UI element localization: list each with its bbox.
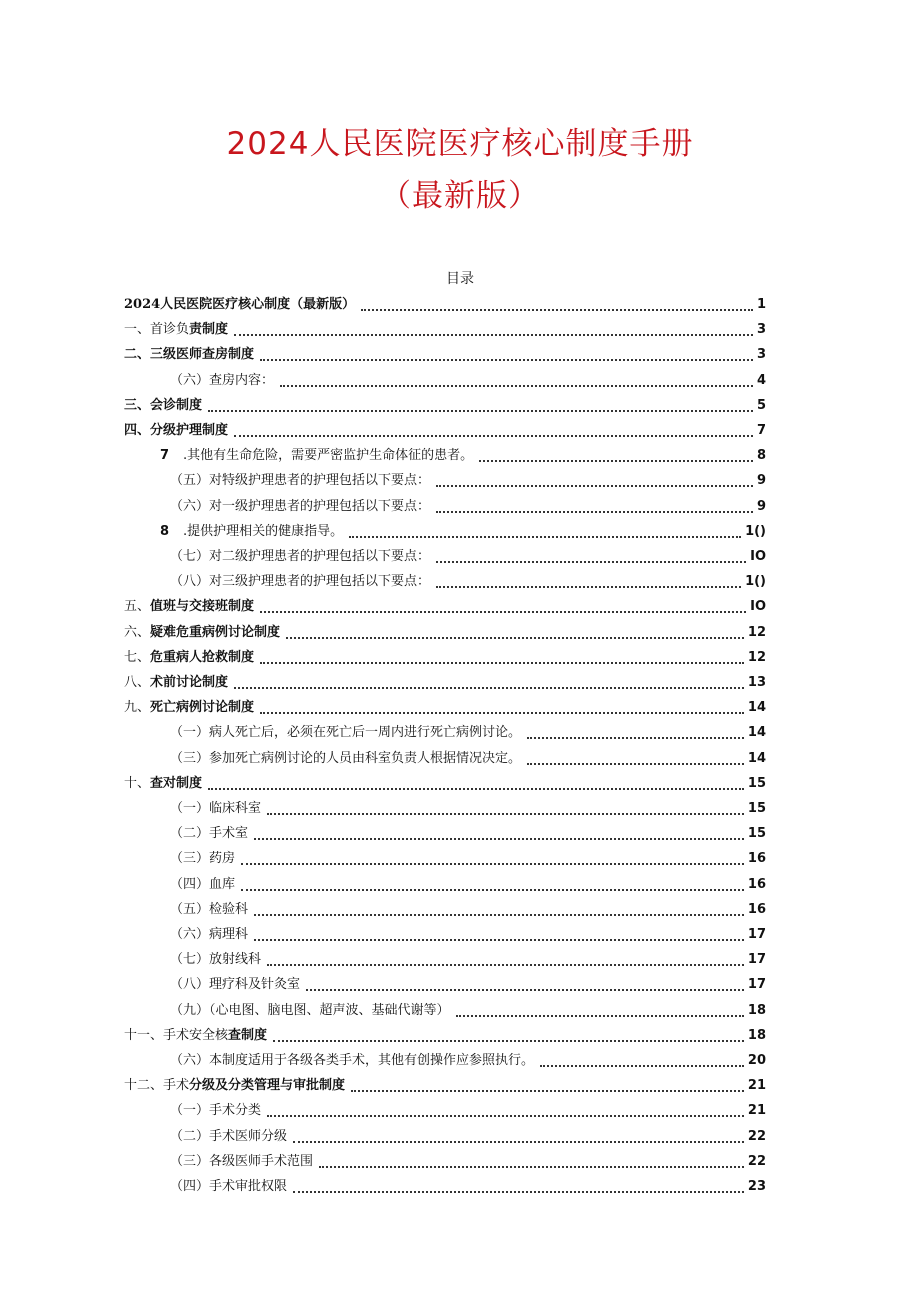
toc-entry-title <box>124 624 280 642</box>
toc-entry-text: （五）检验科 <box>170 901 249 917</box>
toc-entry-text: （九）（心电图、脑电图、超声波、基础代谢等） <box>170 1002 450 1018</box>
toc-entry-text: 八、 <box>124 675 151 690</box>
toc-entry-title <box>170 926 248 944</box>
toc-entry-number: 8 <box>160 523 170 539</box>
toc-page-number: 22 <box>747 1153 766 1169</box>
toc-leader-dots <box>436 507 753 513</box>
toc-leader-dots <box>260 355 753 361</box>
toc-page-number: 9 <box>756 498 766 514</box>
toc-leader-dots <box>286 633 744 639</box>
toc-entry[interactable] <box>170 821 766 843</box>
toc-entry-text-bold: 四、分级护理制度 <box>124 423 229 438</box>
toc-page-number: 12 <box>747 624 766 640</box>
toc-entry-text-bold: 二、三级医师查房制度 <box>124 347 255 363</box>
toc-entry-text-bold: 值班与交接班制度 <box>150 599 255 615</box>
toc-page-number: 1 <box>756 297 766 312</box>
toc-entry-text: （一）临床科室 <box>170 801 262 816</box>
toc-entry-text: （八）理疗科及针灸室 <box>170 977 301 993</box>
toc-page-number: 21 <box>747 1103 766 1119</box>
toc-leader-dots <box>208 406 753 412</box>
toc-entry-title <box>124 598 254 616</box>
toc-entry[interactable] <box>160 443 766 465</box>
toc-page-number: 13 <box>747 675 766 690</box>
toc-page-number: 22 <box>747 1128 766 1144</box>
toc-page-number: 9 <box>756 473 766 489</box>
toc-page-number: 15 <box>747 775 766 791</box>
toc-page-number: IO <box>750 599 766 615</box>
toc-entry-title <box>170 825 248 843</box>
toc-entry[interactable] <box>124 418 766 440</box>
toc-page-number: 3 <box>756 322 766 338</box>
toc-leader-dots <box>540 1061 744 1067</box>
toc-entry[interactable] <box>170 1124 766 1146</box>
toc-entry-title <box>124 346 254 364</box>
toc-entry-number: 7 <box>160 448 170 464</box>
toc-leader-dots <box>260 708 744 714</box>
toc-entry[interactable] <box>160 519 766 541</box>
toc-entry[interactable] <box>124 594 766 616</box>
toc-page-number: 15 <box>747 801 766 816</box>
toc-page-number: 7 <box>756 423 766 438</box>
toc-heading: 目录 <box>446 271 474 287</box>
toc-entry-text: 十、 <box>124 775 151 791</box>
toc-entry-title <box>170 573 430 591</box>
toc-page-number: 14 <box>747 725 766 741</box>
toc-entry-text-bold: 术前讨论制度 <box>150 675 229 690</box>
toc-entry-text: 七、 <box>124 649 151 665</box>
toc-entry-text: （六）查房内容： <box>170 372 275 388</box>
toc-entry[interactable] <box>170 1174 766 1196</box>
toc-entry[interactable] <box>124 393 766 415</box>
document-title: 2024人民医院医疗核心制度手册 <box>226 126 694 162</box>
toc-page-number: IO <box>750 549 766 564</box>
toc-leader-dots <box>527 733 744 739</box>
toc-entry-title <box>124 1077 345 1095</box>
toc-entry[interactable] <box>124 1073 766 1095</box>
toc-leader-dots <box>234 431 753 437</box>
toc-entry[interactable] <box>170 872 766 894</box>
toc-entry-title <box>170 876 235 894</box>
toc-entry[interactable] <box>170 922 766 944</box>
toc-entry-title <box>170 1052 534 1070</box>
toc-entry[interactable] <box>170 468 766 490</box>
toc-entry[interactable] <box>124 317 766 339</box>
toc-leader-dots <box>234 330 753 336</box>
toc-page-number: 14 <box>747 700 766 716</box>
toc-entry-text: （七）放射线科 <box>170 952 262 968</box>
document-subtitle: （最新版） <box>380 178 540 214</box>
toc-page-number: 20 <box>747 1053 766 1068</box>
toc-entry-title <box>124 674 228 692</box>
toc-entry[interactable] <box>170 368 766 390</box>
toc-entry[interactable] <box>170 1149 766 1171</box>
toc-entry-title <box>124 321 228 339</box>
toc-entry-title <box>170 901 248 919</box>
toc-leader-dots <box>351 1086 744 1092</box>
toc-entry-text: 五、 <box>124 599 151 615</box>
toc-entry[interactable] <box>170 796 766 818</box>
toc-entry[interactable] <box>124 620 766 642</box>
toc-entry-text: （三）药房 <box>170 851 236 867</box>
toc-entry-title <box>124 422 228 440</box>
toc-entry-title <box>170 951 261 969</box>
toc-entry-title <box>124 397 202 415</box>
toc-entry-text: （二）手术室 <box>170 826 249 842</box>
toc-entry-text: （六）病理科 <box>170 927 249 942</box>
toc-entry[interactable] <box>124 670 766 692</box>
toc-leader-dots <box>293 1137 744 1143</box>
toc-leader-dots <box>349 532 741 538</box>
toc-entry-title <box>170 472 430 490</box>
toc-entry[interactable] <box>170 494 766 516</box>
toc-page-number: 14 <box>747 750 766 766</box>
toc-page-number: 16 <box>747 876 766 892</box>
toc-entry-text: （一）病人死亡后，必须在死亡后一周内进行死亡病例讨论。 <box>170 725 522 741</box>
toc-entry-text-bold: 分级及分类管理与审批制度 <box>189 1078 346 1094</box>
toc-entry[interactable] <box>170 746 766 768</box>
toc-entry-title <box>170 750 521 768</box>
toc-entry-text: （一）手术分类 <box>170 1103 262 1119</box>
toc-entry[interactable] <box>124 771 766 793</box>
toc-entry-title <box>170 1128 287 1146</box>
toc-leader-dots <box>234 683 744 689</box>
toc-entry-text-bold: 查制度 <box>228 1027 268 1043</box>
toc-entry-text: .提供护理相关的健康指导。 <box>183 523 344 539</box>
toc-page-number: 21 <box>747 1078 766 1094</box>
toc-entry-title <box>124 775 202 793</box>
toc-entry-text-bold: 责制度 <box>189 322 229 338</box>
toc-leader-dots <box>280 381 753 387</box>
toc-page-number: 16 <box>747 901 766 917</box>
toc-entry-title <box>170 800 261 818</box>
toc-entry-title <box>124 296 355 314</box>
toc-entry-text: （七）对二级护理患者的护理包括以下要点： <box>170 549 431 564</box>
toc-leader-dots <box>527 759 744 765</box>
toc-entry-title <box>170 976 300 994</box>
toc-entry-text-bold: 危重病人抢救制度 <box>150 649 255 665</box>
toc-page-number: 18 <box>747 1002 766 1018</box>
toc-entry[interactable] <box>170 569 766 591</box>
toc-entry-text: 十二、手术 <box>124 1078 190 1094</box>
toc-leader-dots <box>436 481 753 487</box>
toc-entry-title <box>170 1153 313 1171</box>
toc-entry-title <box>170 1178 287 1196</box>
toc-entry[interactable] <box>170 998 766 1020</box>
toc-page-number: 17 <box>747 952 766 968</box>
toc-leader-dots <box>260 658 744 664</box>
toc-page-number: 17 <box>747 927 766 942</box>
toc-entry-text: 十一、手术安全核 <box>124 1027 229 1043</box>
toc-entry[interactable] <box>170 720 766 742</box>
toc-entry-title <box>124 1027 267 1045</box>
toc-page-number: 17 <box>747 977 766 993</box>
toc-entry-text: （六）对一级护理患者的护理包括以下要点： <box>170 498 431 514</box>
toc-page-number: 16 <box>747 851 766 867</box>
toc-entry-text: （四）手术审批权限 <box>170 1179 288 1194</box>
toc-page-number: 23 <box>747 1179 766 1194</box>
toc-entry-title <box>170 372 274 390</box>
toc-leader-dots <box>293 1187 744 1193</box>
toc-entry-text: 一、首诊负 <box>124 322 190 338</box>
toc-page-number: 1() <box>745 523 766 539</box>
toc-entry-text: （八）对三级护理患者的护理包括以下要点： <box>170 574 431 590</box>
toc-leader-dots <box>273 1036 744 1042</box>
toc-entry-text: .其他有生命危险，需要严密监护生命体征的患者。 <box>183 448 474 464</box>
toc-page-number: 5 <box>756 397 766 413</box>
toc-page-number: 4 <box>756 372 766 388</box>
toc-entry-title <box>170 1102 261 1120</box>
toc-entry-text: 六、 <box>124 624 151 640</box>
toc-leader-dots <box>241 885 744 891</box>
toc-entry[interactable] <box>170 544 766 566</box>
toc-entry[interactable] <box>170 947 766 969</box>
toc-entry-title <box>124 649 254 667</box>
toc-entry[interactable] <box>124 342 766 364</box>
toc-entry-text-bold: 疑难危重病例讨论制度 <box>150 624 281 640</box>
toc-entry-text: （四）血库 <box>170 876 236 892</box>
toc-page-number: 15 <box>747 826 766 842</box>
toc-leader-dots <box>267 960 744 966</box>
toc-entry[interactable] <box>170 1098 766 1120</box>
toc-entry-text: （三）各级医师手术范围 <box>170 1153 314 1169</box>
toc-leader-dots <box>267 809 744 815</box>
toc-leader-dots <box>479 456 753 462</box>
toc-leader-dots <box>254 910 744 916</box>
toc-entry[interactable] <box>124 645 766 667</box>
toc-entry-text-bold: 死亡病例讨论制度 <box>150 700 255 716</box>
toc-leader-dots <box>254 834 744 840</box>
toc-entry-title <box>170 548 430 566</box>
toc-entry[interactable] <box>124 1023 766 1045</box>
toc-entry-title <box>124 699 254 717</box>
toc-entry-text-bold: 2024人民医院医疗核心制度（最新版） <box>124 297 356 312</box>
toc-entry-text-bold: 三、会诊制度 <box>124 397 203 413</box>
toc-page-number: 18 <box>747 1027 766 1043</box>
toc-leader-dots <box>208 784 744 790</box>
toc-entry-title <box>160 523 343 541</box>
toc-leader-dots <box>319 1162 744 1168</box>
toc-entry-text: （三）参加死亡病例讨论的人员由科室负责人根据情况决定。 <box>170 750 522 766</box>
toc-leader-dots <box>361 305 753 311</box>
toc-entry-title <box>170 850 235 868</box>
toc-entry[interactable] <box>170 846 766 868</box>
toc-entry[interactable] <box>170 1048 766 1070</box>
toc-leader-dots <box>267 1111 744 1117</box>
toc-leader-dots <box>436 557 746 563</box>
toc-leader-dots <box>306 985 744 991</box>
toc-entry-text: （二）手术医师分级 <box>170 1128 288 1144</box>
toc-page-number: 3 <box>756 347 766 363</box>
toc-leader-dots <box>436 582 741 588</box>
toc-entry-text-bold: 查对制度 <box>150 775 203 791</box>
toc-entry[interactable] <box>124 695 766 717</box>
toc-page-number: 1() <box>745 574 766 590</box>
toc-entry-title <box>170 1002 450 1020</box>
toc-page-number: 8 <box>756 448 766 464</box>
toc-entry-title <box>170 498 430 516</box>
toc-entry[interactable] <box>124 292 766 314</box>
toc-entry-title <box>160 447 473 465</box>
toc-entry[interactable] <box>170 972 766 994</box>
toc-page-number: 12 <box>747 649 766 665</box>
toc-leader-dots <box>260 607 746 613</box>
toc-leader-dots <box>254 935 744 941</box>
toc-entry[interactable] <box>170 897 766 919</box>
toc-leader-dots <box>456 1011 744 1017</box>
toc-entry-text: （五）对特级护理患者的护理包括以下要点： <box>170 473 431 489</box>
toc-entry-title <box>170 724 521 742</box>
toc-entry-text: 九、 <box>124 700 151 716</box>
toc-leader-dots <box>241 859 744 865</box>
toc-entry-text: （六）本制度适用于各级各类手术，其他有创操作应参照执行。 <box>170 1053 535 1068</box>
